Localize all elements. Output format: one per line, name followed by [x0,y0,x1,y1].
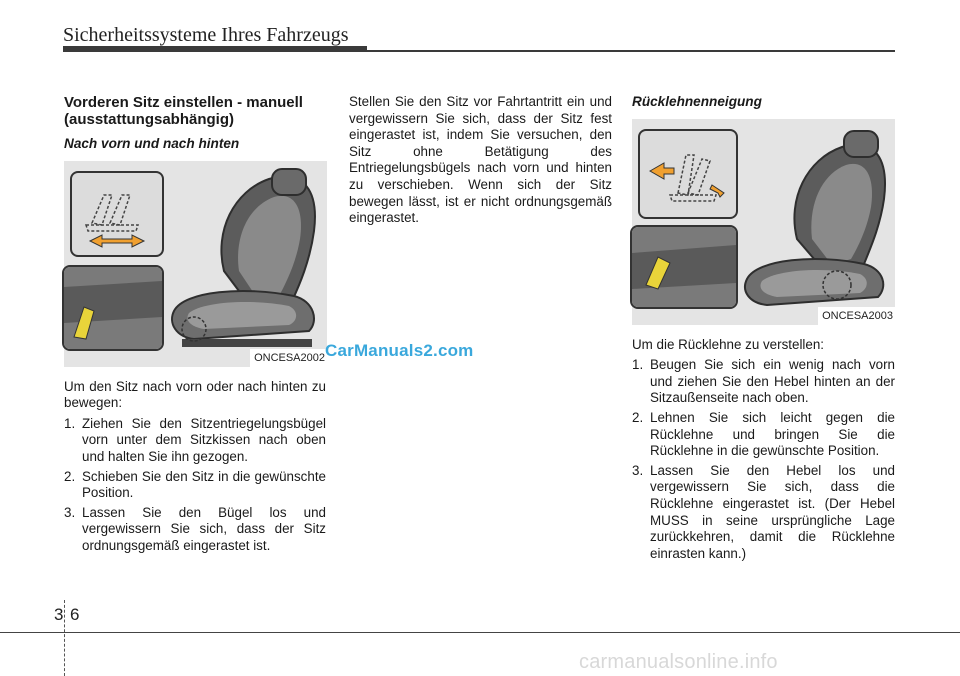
section-title: Vorderen Sitz einstellen - manuell (ausstattungsabhängig) [64,94,303,128]
page-header-title: Sicherheitssysteme Ihres Fahrzeugs [63,24,349,46]
warning-paragraph: Stellen Sie den Sitz vor Fahrtantritt ein und vergewissern Sie sich, dass der Sitz fest eingerastet ist, indem Sie versuchen, den Sitz ohne Betätigung des Entriegelungsbügels nach vorn und hinten zu verschieben. Wenn sich der Sitz bewegen lässt, ist er nicht ordnungsgemäß eingerastet. [349,94,612,226]
step-number: 1. [632,357,644,373]
watermark-carmanuals2: CarManuals2.com [325,341,474,360]
header-rule-thin [367,50,895,52]
list-item [632,410,895,460]
step-number: 3. [64,504,76,520]
step-text: Schieben Sie den Sitz in die gewünschte Position. [82,468,326,501]
step-number: 3. [632,462,644,478]
page-number: 6 [70,605,80,624]
step-number: 1. [64,415,76,431]
section-subtitle: Rücklehnenneigung [632,94,762,109]
list-item [632,357,895,407]
list-item [64,416,326,466]
page-number-divider [64,600,65,676]
chapter-number: 3 [54,605,64,624]
steps-list [632,357,895,562]
steps-list [64,416,326,555]
seatback-recline-figure [632,119,895,325]
column-middle [349,94,612,227]
step-number: 2. [632,409,644,425]
lever-inset [630,225,738,309]
column-right [632,94,895,565]
footer-rule [0,632,960,633]
lever-inset [62,265,164,351]
figure-label: ONCESA2002 [250,349,327,367]
seat-slide-figure [64,161,327,367]
header-rule-thick [63,46,367,52]
watermark-carmanualsonline: carmanualsonline.info [579,651,778,673]
figure-label: ONCESA2003 [818,307,895,325]
step-text: Lassen Sie den Bügel los und vergewissern Sie sich, dass der Sitz ordnungsgemäß eingerastet ist. [82,504,326,553]
step-text: Lassen Sie den Hebel los und vergewissern Sie sich, dass die Rücklehne eingerastet ist. (Der Hebel MUSS in seine ursprüngliche Lage zurückkehren, damit die Rücklehne einrasten kann.) [650,462,895,561]
step-text: Beugen Sie sich ein wenig nach vorn und ziehen Sie den Hebel hinten an der Sitzaußenseite nach oben. [650,357,895,406]
column-left [64,94,326,558]
section-subtitle: Nach vorn und nach hinten [64,136,240,151]
step-text: Ziehen Sie den Sitzentriegelungsbügel vorn unter dem Sitzkissen nach oben und halten Sie ihn gezogen. [82,415,326,464]
section-intro: Um den Sitz nach vorn oder nach hinten zu bewegen: [64,378,326,411]
section-intro: Um die Rücklehne zu verstellen: [632,336,825,352]
list-item [632,463,895,563]
list-item [64,505,326,555]
seat-slide-inset [70,171,164,257]
step-text: Lehnen Sie sich leicht gegen die Rücklehne und bringen Sie die Rücklehne in die gewünschte Position. [650,409,895,459]
recline-inset [638,129,738,219]
list-item [64,469,326,502]
step-number: 2. [64,468,76,484]
